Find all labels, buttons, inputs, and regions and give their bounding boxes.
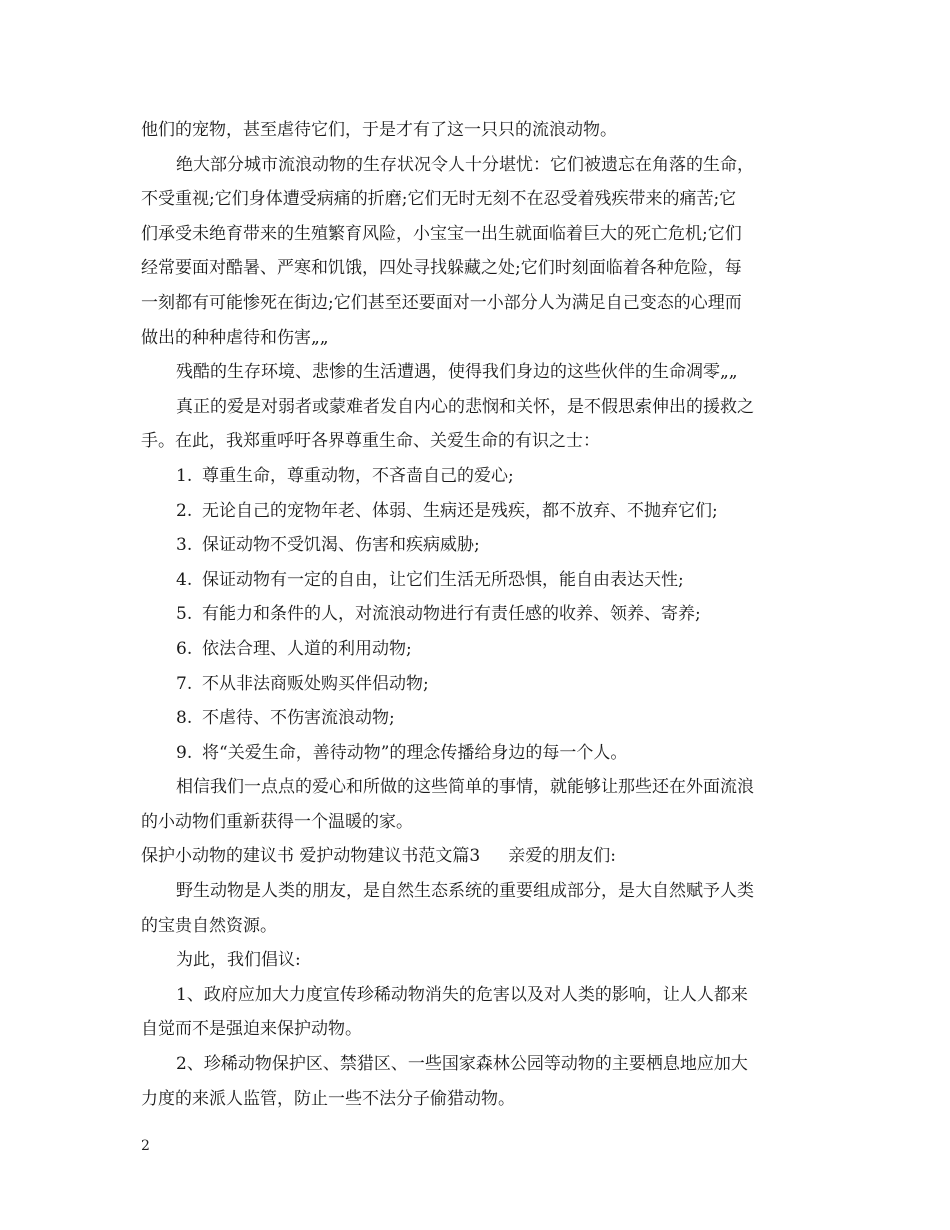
list-item-number: 9. [176, 742, 193, 763]
text-line: 1、政府应加大力度宣传珍稀动物消失的危害以及对人类的影响，让人人都来 [176, 984, 748, 1005]
list-item-number: 3. [176, 535, 193, 556]
list-item-text: 尊重生命，尊重动物，不吝啬自己的爱心; [202, 465, 514, 486]
text-line: 自觉而不是强迫来保护动物。 [141, 1019, 362, 1040]
list-item-text: 无论自己的宠物年老、体弱、生病还是残疾，都不放弃、不抛弃它们; [202, 500, 718, 521]
text-line: 残酷的生存环境、悲惨的生活遭遇，使得我们身边的这些伙伴的生命凋零„„ [176, 362, 738, 383]
text-line: 真正的爱是对弱者或蒙难者发自内心的悲悯和关怀，是不假思索伸出的援救之 [176, 396, 754, 417]
text-line: 2、珍稀动物保护区、禁猎区、一些国家森林公园等动物的主要栖息地应加大 [176, 1054, 748, 1075]
list-item [141, 459, 813, 494]
text-line: 一刻都有可能惨死在街边;它们甚至还要面对一小部分人为满足自己变态的心理而 [141, 292, 742, 313]
section-heading-line [141, 839, 813, 874]
section-title: 保护小动物的建议书 爱护动物建议书范文篇3 [141, 846, 481, 867]
list-item [141, 701, 813, 736]
greeting: 亲爱的朋友们: [508, 846, 616, 867]
list-item [141, 563, 813, 598]
list-item-text: 有能力和条件的人，对流浪动物进行有责任感的收养、领养、寄养; [202, 604, 701, 625]
list-item-number: 8. [176, 708, 193, 729]
list-item-number: 1. [176, 465, 193, 486]
list-item-number: 6. [176, 638, 193, 659]
text-line: 经常要面对酷暑、严寒和饥饿，四处寻找躲藏之处;它们时刻面临着各种危险，每 [141, 258, 742, 279]
list-item-number: 7. [176, 673, 193, 694]
text-line: 手。在此，我郑重呼吁各界尊重生命、关爱生命的有识之士： [141, 431, 600, 452]
list-item-text: 不虐待、不伤害流浪动物; [202, 708, 395, 729]
page-number: 2 [141, 1138, 150, 1154]
text-line: 的宝贵自然资源。 [141, 915, 277, 936]
text-line: 不受重视;它们身体遭受病痛的折磨;它们无时无刻不在忍受着残疾带来的痛苦;它 [141, 189, 737, 210]
text-line: 们承受未绝育带来的生殖繁育风险，小宝宝一出生就面临着巨大的死亡危机;它们 [141, 223, 742, 244]
list-item [141, 736, 813, 771]
document-body [141, 113, 813, 1116]
list-item-text: 保证动物不受饥渴、伤害和疾病威胁; [202, 535, 480, 556]
list-item-number: 2. [176, 500, 193, 521]
list-item-number: 4. [176, 569, 193, 590]
paragraphs-proposal [141, 874, 813, 1116]
text-line: 绝大部分城市流浪动物的生存状况令人十分堪忧：它们被遗忘在角落的生命， [176, 154, 754, 175]
paragraphs-closing [141, 770, 813, 839]
text-line: 为此，我们倡议: [176, 950, 301, 971]
list-item-text: 保证动物有一定的自由，让它们生活无所恐惧，能自由表达天性; [202, 569, 684, 590]
text-line: 他们的宠物，甚至虐待它们，于是才有了这一只只的流浪动物。 [141, 120, 617, 140]
paragraphs-intro [141, 113, 813, 459]
text-line: 的小动物们重新获得一个温暖的家。 [141, 811, 413, 832]
list-item-text: 依法合理、人道的利用动物; [202, 638, 412, 659]
text-line: 力度的来派人监管，防止一些不法分子偷猎动物。 [141, 1088, 515, 1109]
list-item [141, 597, 813, 632]
list-item [141, 667, 813, 702]
text-line: 野生动物是人类的朋友，是自然生态系统的重要组成部分，是大自然赋予人类 [176, 881, 754, 902]
list-item-text: 将“关爱生命，善待动物”的理念传播给身边的每一个人。 [202, 742, 628, 763]
list-item-text: 不从非法商贩处购买伴侣动物; [202, 673, 429, 694]
appeal-list [141, 459, 813, 770]
list-item [141, 632, 813, 667]
list-item [141, 528, 813, 563]
text-line: 相信我们一点点的爱心和所做的这些简单的事情，就能够让那些还在外面流浪 [176, 777, 754, 798]
text-line: 做出的种种虐待和伤害„„ [141, 327, 329, 348]
list-item [141, 494, 813, 529]
list-item-number: 5. [176, 604, 193, 625]
